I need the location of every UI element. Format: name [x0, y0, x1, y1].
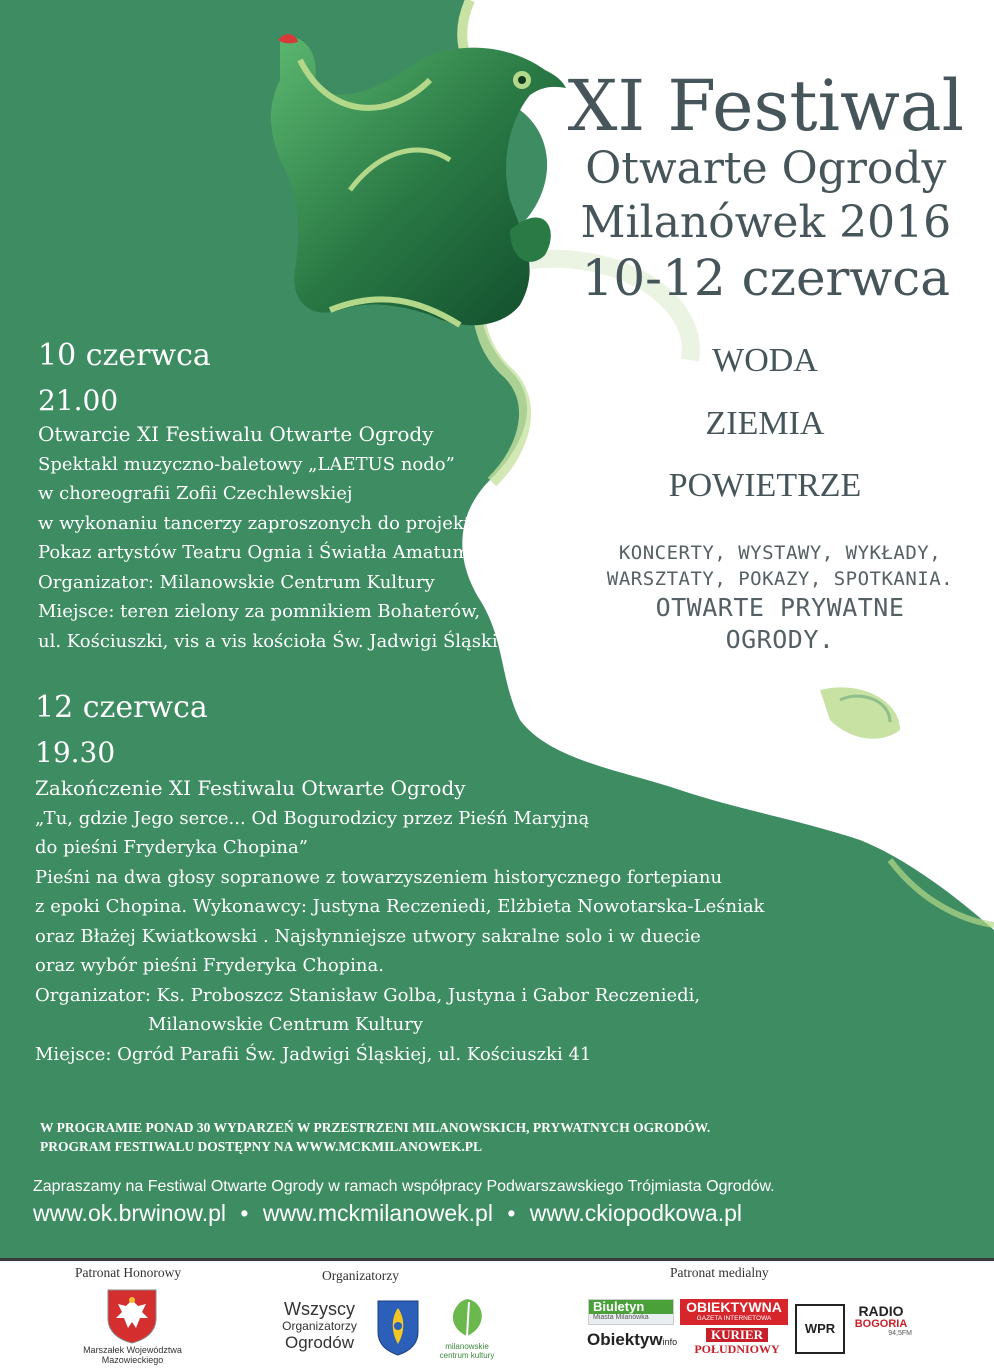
event-2-line: z epoki Chopina. Wykonawcy: Justyna Reczeniedi, Elżbieta Nowotarska-Leśniak [35, 896, 765, 917]
kurier-line-1: KURIER [706, 1328, 768, 1342]
url-ckio-link[interactable]: www.ckiopodkowa.pl [529, 1200, 742, 1226]
footer-divider [0, 1258, 994, 1261]
bullet-separator: • [507, 1200, 516, 1226]
theme-woda: WODA [712, 342, 818, 379]
title-dates: 10-12 czerwca [581, 249, 951, 307]
kurier-line-2: POŁUDNIOWY [694, 1342, 780, 1356]
obiektyw-name: Obiektyw [587, 1330, 663, 1349]
kurier-poludniowy-logo [688, 1328, 786, 1358]
biuletyn-sub: Miasta Milanówka [593, 1314, 649, 1321]
radio-frequency: 94,5FM [888, 1330, 912, 1337]
activities-line-3: OTWARTE PRYWATNE OGRODY. [655, 593, 905, 654]
org-mck-line-1: milanowskie [445, 1342, 489, 1351]
event-1-line: Spektakl muzyczno-baletowy „LAETUS nodo” [38, 453, 455, 475]
url-brwinow-link[interactable]: www.ok.brwinow.pl [33, 1200, 227, 1226]
event-2-line: Milanowskie Centrum Kultury [148, 1014, 424, 1035]
mck-logo [432, 1296, 502, 1360]
wpr-logo: WPR [795, 1304, 845, 1354]
media-heading: Patronat medialny [670, 1265, 769, 1280]
program-note [40, 1118, 710, 1156]
oak-leaf-icon [443, 1296, 491, 1338]
radio-line-1: RADIO [858, 1303, 904, 1319]
obiektyw-info-logo [587, 1330, 679, 1356]
activities-list [600, 540, 960, 656]
event-2-line: Zakończenie XI Festiwalu Otwarte Ogrody [35, 776, 466, 800]
event-2-date: 12 czerwca [35, 690, 208, 725]
event-1-date: 10 czerwca [38, 338, 211, 373]
radio-bogoria-logo [850, 1304, 912, 1337]
event-2-line: Pieśni na dwa głosy sopranowe z towarzyszeniem historycznego fortepianu [35, 866, 723, 888]
event-2 [35, 690, 764, 1069]
mazowsze-coat-of-arms-icon [106, 1288, 158, 1348]
event-1-time: 21.00 [38, 384, 119, 417]
honorary-name [75, 1345, 190, 1365]
event-1-line: Pokaz artystów Teatru Ognia i Światła Amatum. [38, 542, 476, 563]
invitation-text: Zapraszamy na Festiwal Otwarte Ogrody w ramach współpracy Podwarszawskiego Trójmiasta Ogrodów. [33, 1178, 775, 1195]
theme-ziemia: ZIEMIA [705, 405, 825, 442]
event-1-line: ul. Kościuszki, vis a vis kościoła Św. Jadwigi Śląskiej [38, 630, 514, 652]
org-wszyscy-line-1: Wszyscy [284, 1299, 355, 1319]
event-2-line: oraz wybór pieśni Fryderyka Chopina. [35, 955, 384, 976]
event-2-line: do pieśni Fryderyka Chopina” [35, 837, 308, 858]
event-1-line: Organizator: Milanowskie Centrum Kultury [38, 571, 435, 593]
biuletyn-logo [588, 1299, 674, 1325]
url-mck-link[interactable]: www.mckmilanowek.pl [262, 1200, 493, 1226]
event-1-line: Otwarcie XI Festiwalu Otwarte Ogrody [38, 422, 434, 446]
honorary-heading: Patronat Honorowy [75, 1265, 182, 1280]
honorary-name-line-2: Mazowieckiego [101, 1355, 164, 1365]
festival-title [567, 65, 964, 307]
org-wszyscy-line-2: Organizatorzy [282, 1319, 357, 1333]
organizers-heading: Organizatorzy [322, 1268, 399, 1283]
org-wszyscy-line-3: Ogrodów [285, 1333, 354, 1352]
theme-powietrze: POWIETRZE [668, 467, 862, 504]
activities-line-1: KONCERTY, WYSTAWY, WYKŁADY, [618, 542, 942, 564]
obiektywna-logo [680, 1299, 788, 1325]
program-note-line-2: PROGRAM FESTIWALU DOSTĘPNY NA WWW.MCKMILANOWEK.PL [40, 1139, 483, 1154]
activities-line-2: WARSZTATY, POKAZY, SPOTKANIA. [606, 568, 954, 590]
website-links [33, 1200, 748, 1227]
obiektywna-sub: GAZETA INTERNETOWA [696, 1315, 772, 1322]
wszyscy-organizatorzy-logo [272, 1300, 367, 1352]
program-note-line-1: W PROGRAMIE PONAD 30 WYDARZEŃ W PRZESTRZENI MILANOWSKICH, PRYWATNYCH OGRODÓW. [40, 1120, 711, 1135]
org-mck-line-2: centrum kultury [439, 1351, 495, 1360]
event-2-time: 19.30 [35, 736, 116, 769]
obiektywna-name: OBIEKTYWNA [686, 1299, 782, 1315]
event-1-line: Miejsce: teren zielony za pomnikiem Bohaterów, [38, 601, 481, 622]
event-1-line: w choreografii Zofii Czechlewskiej [38, 483, 353, 504]
event-2-line: oraz Błażej Kwiatkowski . Najsłynniejsze utwory sakralne solo i w duecie [35, 925, 701, 947]
title-line-2: Otwarte Ogrody [585, 143, 947, 194]
event-1-line: w wykonaniu tancerzy zaproszonych do projektu. [38, 512, 489, 534]
event-2-line: Organizator: Ks. Proboszcz Stanisław Golba, Justyna i Gabor Reczeniedi, [35, 984, 701, 1006]
obiektyw-sub: info [662, 1337, 678, 1347]
event-1 [38, 338, 514, 656]
event-2-line: „Tu, gdzie Jego serce... Od Bogurodzicy przez Pieśń Maryjną [35, 807, 590, 829]
title-line-1: XI Festiwal [567, 65, 964, 147]
milanowek-crest-icon [375, 1298, 421, 1360]
title-line-3: Milanówek 2016 [580, 197, 952, 248]
radio-line-2: BOGORIA [854, 1318, 908, 1330]
honorary-name-line-1: Marszałek Województwa [83, 1345, 182, 1355]
biuletyn-name: Biuletyn [589, 1300, 673, 1314]
event-2-line: Miejsce: Ogród Parafii Św. Jadwigi Śląskiej, ul. Kościuszki 41 [35, 1043, 592, 1065]
bullet-separator: • [240, 1200, 249, 1226]
